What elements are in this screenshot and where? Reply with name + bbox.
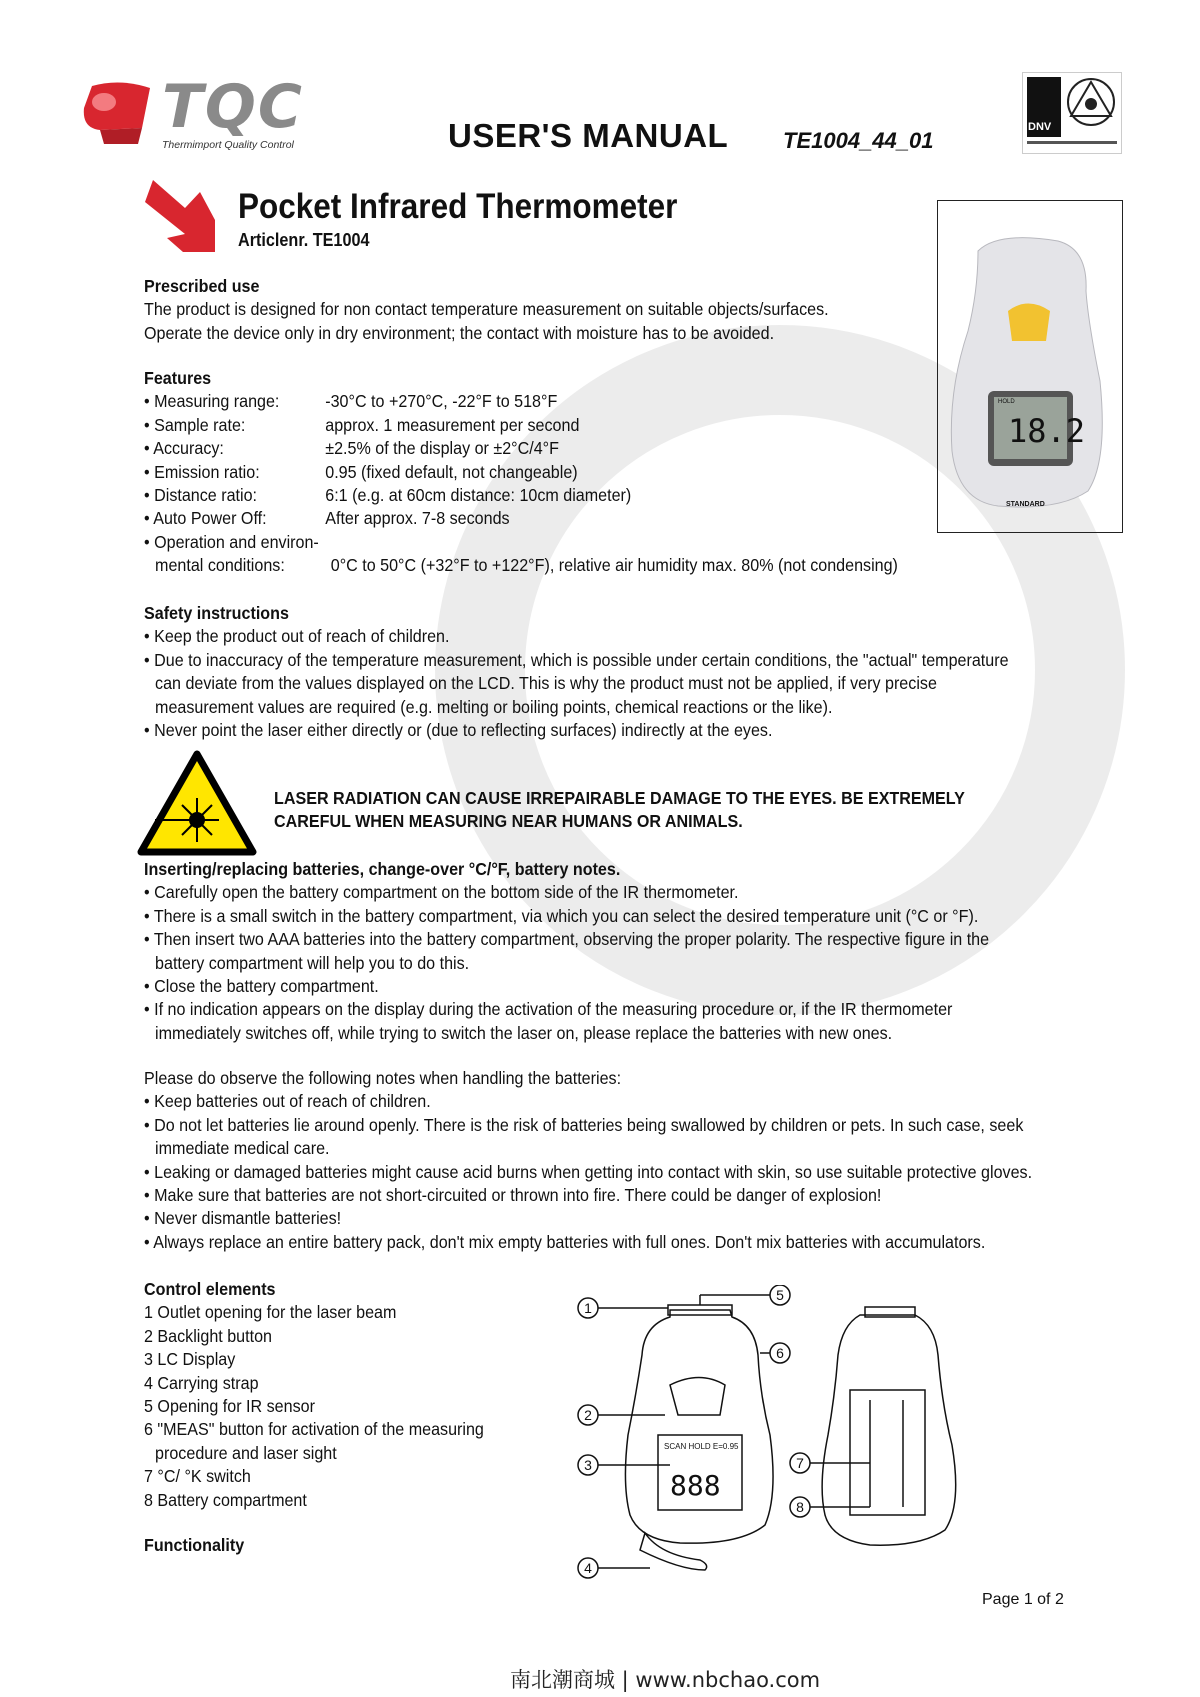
laser-warning-icon — [137, 750, 257, 856]
list-item: 6 "MEAS" button for activation of the measuring — [144, 1419, 484, 1440]
list-item: • Never dismantle batteries! — [144, 1208, 342, 1229]
control-elements-section — [144, 1278, 484, 1512]
batteries-section — [144, 858, 989, 1045]
product-title: Pocket Infrared Thermometer — [238, 187, 678, 226]
list-item: 5 Opening for IR sensor — [144, 1396, 315, 1417]
callout-number: 4 — [584, 1560, 592, 1576]
list-item: • Leaking or damaged batteries might cause acid burns when getting into contact with skin, so use suitable protective gloves. — [144, 1161, 1033, 1182]
feature-row — [144, 507, 898, 530]
feature-value: -30°C to +270°C, -22°F to 518°F — [325, 391, 558, 412]
list-item-continuation: measurement values are required (e.g. melting or boiling points, chemical reactions or the like). — [155, 696, 833, 717]
page-number: Page 1 of 2 — [982, 1591, 1064, 1608]
list-item: • Close the battery compartment. — [144, 976, 379, 997]
feature-value: approx. 1 measurement per second — [325, 414, 580, 435]
photo-hold-label: HOLD — [998, 399, 1015, 405]
list-item-continuation: immediately switches off, while trying to switch the laser on, please replace the batteries with new ones. — [155, 1022, 893, 1043]
back-device-outline — [822, 1315, 956, 1545]
list-item-continuation: battery compartment will help you to do this. — [155, 952, 470, 973]
thermometer-photo — [938, 201, 1122, 532]
list-item: • Keep the product out of reach of children. — [144, 626, 450, 647]
list-item: • Keep batteries out of reach of children. — [144, 1091, 431, 1112]
lcd-digits: 888 — [670, 1469, 721, 1502]
warning-line: LASER RADIATION CAN CAUSE IRREPAIRABLE DAMAGE TO THE EYES. BE EXTREMELY — [274, 788, 965, 808]
batteries-heading: Inserting/replacing batteries, change-over °C/°F, battery notes. — [144, 859, 621, 879]
control-elements-diagram — [570, 1285, 1010, 1585]
callout-number: 6 — [776, 1345, 784, 1361]
feature-label: • Operation and environ- — [144, 531, 319, 552]
battery-notes-section — [144, 1067, 1032, 1254]
list-item: 7 °C/ °K switch — [144, 1466, 251, 1487]
callout-number: 2 — [584, 1407, 592, 1423]
feature-value: 6:1 (e.g. at 60cm distance: 10cm diameter) — [325, 485, 632, 506]
functionality-heading: Functionality — [144, 1535, 245, 1555]
feature-label: • Accuracy: — [144, 438, 224, 459]
manual-title: USER'S MANUAL — [448, 117, 729, 154]
callout-number: 5 — [776, 1287, 784, 1303]
paragraph-line: The product is designed for non contact temperature measurement on suitable objects/surfaces. — [144, 299, 829, 320]
feature-label: • Sample rate: — [144, 414, 246, 435]
prescribed-use-heading: Prescribed use — [144, 276, 260, 296]
callout-number: 7 — [796, 1455, 804, 1471]
feature-row — [144, 437, 898, 460]
features-section — [144, 367, 898, 578]
safety-section — [144, 602, 1009, 742]
logo-tagline: Thermimport Quality Control — [162, 139, 294, 151]
callout-number: 3 — [584, 1457, 592, 1473]
list-item: 1 Outlet opening for the laser beam — [144, 1302, 397, 1323]
list-item: • If no indication appears on the display during the activation of the measuring procedure or, if the IR thermometer — [144, 999, 953, 1020]
feature-label: • Auto Power Off: — [144, 508, 267, 529]
feature-value: After approx. 7-8 seconds — [325, 508, 510, 529]
front-device-outline — [625, 1310, 773, 1543]
logo-text: TQC — [162, 72, 304, 142]
paragraph-line: Operate the device only in dry environment; the contact with moisture has to be avoided. — [144, 322, 775, 343]
dnv-text: DNV — [1028, 121, 1052, 133]
list-item: • Then insert two AAA batteries into the battery compartment, observing the proper polarity. The respective figure in the — [144, 929, 990, 950]
feature-label: • Distance ratio: — [144, 485, 258, 506]
laser-warning — [274, 787, 965, 834]
certification-logo — [1022, 72, 1122, 154]
list-item: 4 Carrying strap — [144, 1372, 259, 1393]
list-item: • Due to inaccuracy of the temperature measurement, which is possible under certain conditions, the "actual" temperature — [144, 649, 1009, 670]
list-item: • Always replace an entire battery pack, don't mix empty batteries with full ones. Don't mix batteries with accumulators. — [144, 1231, 986, 1252]
feature-row — [144, 461, 898, 484]
logo-mark-icon — [80, 78, 160, 150]
red-arrow-icon — [145, 180, 220, 252]
feature-value: ±2.5% of the display or ±2°C/4°F — [325, 438, 559, 459]
features-heading: Features — [144, 368, 212, 388]
callout-number: 1 — [584, 1300, 592, 1316]
tqc-logo — [80, 72, 375, 158]
warning-line: CAREFUL WHEN MEASURING NEAR HUMANS OR ANIMALS. — [274, 811, 743, 832]
feature-row — [144, 484, 898, 507]
source-footer: 南北潮商城 | www.nbchao.com — [510, 1668, 821, 1692]
callout-number: 8 — [796, 1499, 804, 1515]
list-item: • Do not let batteries lie around openly. There is the risk of batteries being swallowed by children or pets. In such case, seek — [144, 1114, 1024, 1135]
product-photo — [937, 200, 1123, 533]
list-item: 2 Backlight button — [144, 1325, 272, 1346]
feature-row — [144, 390, 898, 413]
list-item: 3 LC Display — [144, 1349, 236, 1370]
list-item: • Never point the laser either directly or (due to reflecting surfaces) indirectly at the eyes. — [144, 720, 773, 741]
feature-row — [144, 554, 898, 577]
article-number: Articlenr. TE1004 — [238, 230, 370, 250]
feature-row — [144, 414, 898, 437]
feature-value: 0.95 (fixed default, not changeable) — [325, 461, 578, 482]
control-elements-heading: Control elements — [144, 1279, 276, 1299]
list-item-continuation: procedure and laser sight — [155, 1442, 337, 1463]
list-item: 8 Battery compartment — [144, 1489, 307, 1510]
lcd-labels: SCAN HOLD E=0.95 — [664, 1442, 739, 1451]
document-code: TE1004_44_01 — [783, 128, 934, 153]
photo-lcd-reading: 18.2 — [1008, 412, 1086, 450]
safety-heading: Safety instructions — [144, 603, 289, 623]
feature-label: • Measuring range: — [144, 391, 280, 412]
feature-label: • Emission ratio: — [144, 461, 260, 482]
feature-label: mental conditions: — [155, 555, 285, 576]
prescribed-use-section — [144, 275, 829, 345]
list-item: • There is a small switch in the battery compartment, via which you can select the desired temperature unit (°C or °F). — [144, 905, 979, 926]
list-item: • Make sure that batteries are not short-circuited or thrown into fire. There could be danger of explosion! — [144, 1185, 882, 1206]
list-item: • Carefully open the battery compartment on the bottom side of the IR thermometer. — [144, 882, 739, 903]
cert-seal-icon — [1065, 76, 1117, 128]
list-item-continuation: immediate medical care. — [155, 1138, 330, 1159]
list-item-continuation: can deviate from the values displayed on the LCD. This is why the product must not be applied, if very precise — [155, 673, 937, 694]
photo-brand-label: STANDARD — [1006, 501, 1045, 508]
notes-intro: Please do observe the following notes when handling the batteries: — [144, 1068, 622, 1088]
feature-value: 0°C to 50°C (+32°F to +122°F), relative air humidity max. 80% (not condensing) — [330, 555, 898, 576]
